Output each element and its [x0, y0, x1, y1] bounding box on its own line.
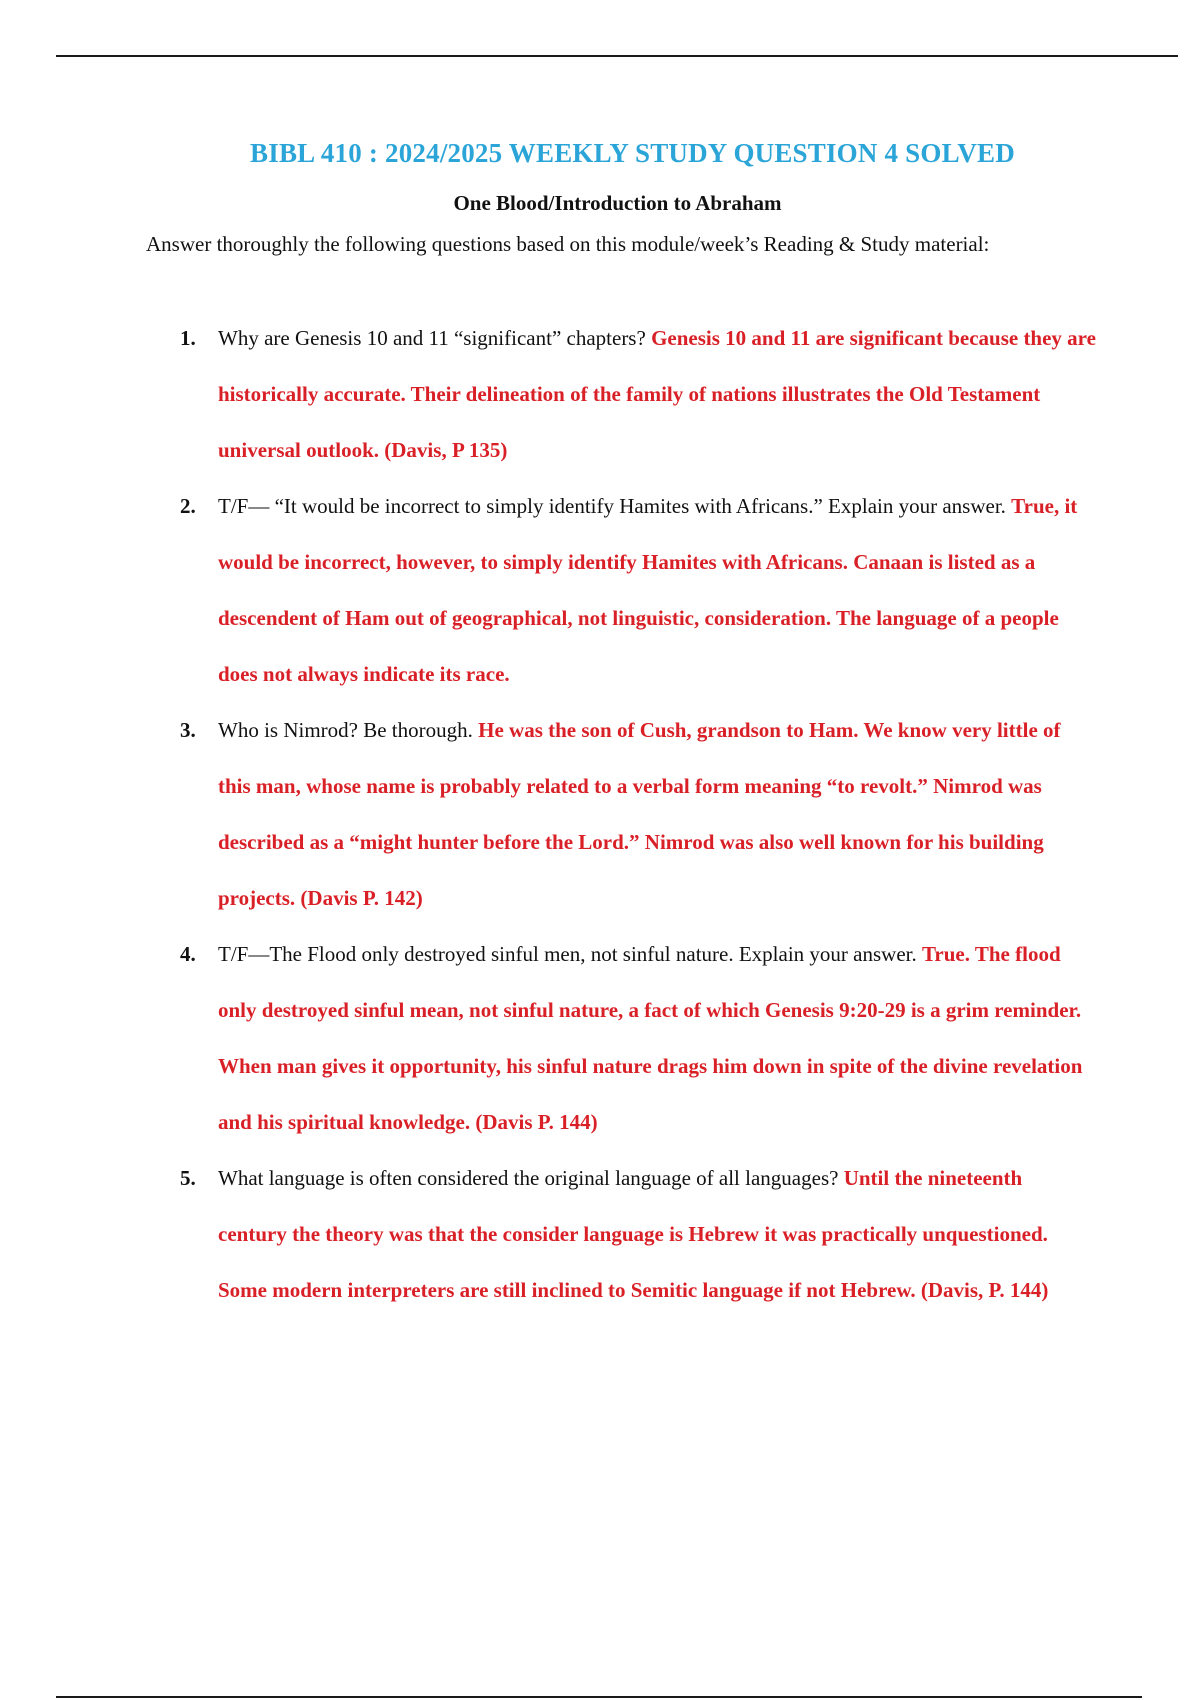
- answer-text: Until the nineteenth century the theory was that the consider language is Hebrew it was practically unquestioned. Some modern interpreters are still inclined to Semitic language if not Hebrew. (Davis, P. 144): [218, 1166, 1049, 1302]
- question-text: Who is Nimrod? Be thorough.: [218, 718, 473, 742]
- answer-text: Genesis 10 and 11 are significant because they are historically accurate. Their delineation of the family of nations illustrates the Old Testament universal outlook. (Davis, P 135): [218, 326, 1096, 462]
- question-item-4: [146, 926, 1096, 1150]
- question-text: T/F—The Flood only destroyed sinful men, not sinful nature. Explain your answer.: [218, 942, 917, 966]
- question-number: 5.: [180, 1166, 196, 1190]
- question-number: 3.: [180, 718, 196, 742]
- question-text: T/F— “It would be incorrect to simply identify Hamites with Africans.” Explain your answer.: [218, 494, 1006, 518]
- question-item-2: [146, 478, 1096, 702]
- question-text: What language is often considered the original language of all languages?: [218, 1166, 839, 1190]
- answer-text: True. The flood only destroyed sinful mean, not sinful nature, a fact of which Genesis 9:20-29 is a grim reminder. When man gives it opportunity, his sinful nature drags him down in spite of the divine revelation and his spiritual knowledge. (Davis P. 144): [218, 942, 1083, 1134]
- question-list: [146, 310, 1096, 1318]
- answer-text: True, it would be incorrect, however, to simply identify Hamites with Africans. Canaan is listed as a descendent of Ham out of geographical, not linguistic, consideration. The language of a people does not always indicate its race.: [218, 494, 1078, 686]
- instructions: Answer thoroughly the following questions based on this module/week’s Reading & Study material:: [146, 232, 990, 256]
- question-text: Why are Genesis 10 and 11 “significant” chapters?: [218, 326, 646, 350]
- bottom-rule: [56, 1696, 1142, 1698]
- question-number: 4.: [180, 942, 196, 966]
- top-rule: [56, 55, 1178, 57]
- question-item-3: [146, 702, 1096, 926]
- question-item-5: [146, 1150, 1096, 1318]
- question-number: 2.: [180, 494, 196, 518]
- question-number: 1.: [180, 326, 196, 350]
- document-title: BIBL 410 : 2024/2025 WEEKLY STUDY QUESTION 4 SOLVED: [250, 138, 1015, 168]
- question-item-1: [146, 310, 1096, 478]
- document-subtitle: One Blood/Introduction to Abraham: [453, 191, 782, 215]
- answer-text: He was the son of Cush, grandson to Ham. We know very little of this man, whose name is probably related to a verbal form meaning “to revolt.” Nimrod was described as a “might hunter before the Lord.” Nimrod was also well known for his building projects. (Davis P. 142): [218, 718, 1061, 910]
